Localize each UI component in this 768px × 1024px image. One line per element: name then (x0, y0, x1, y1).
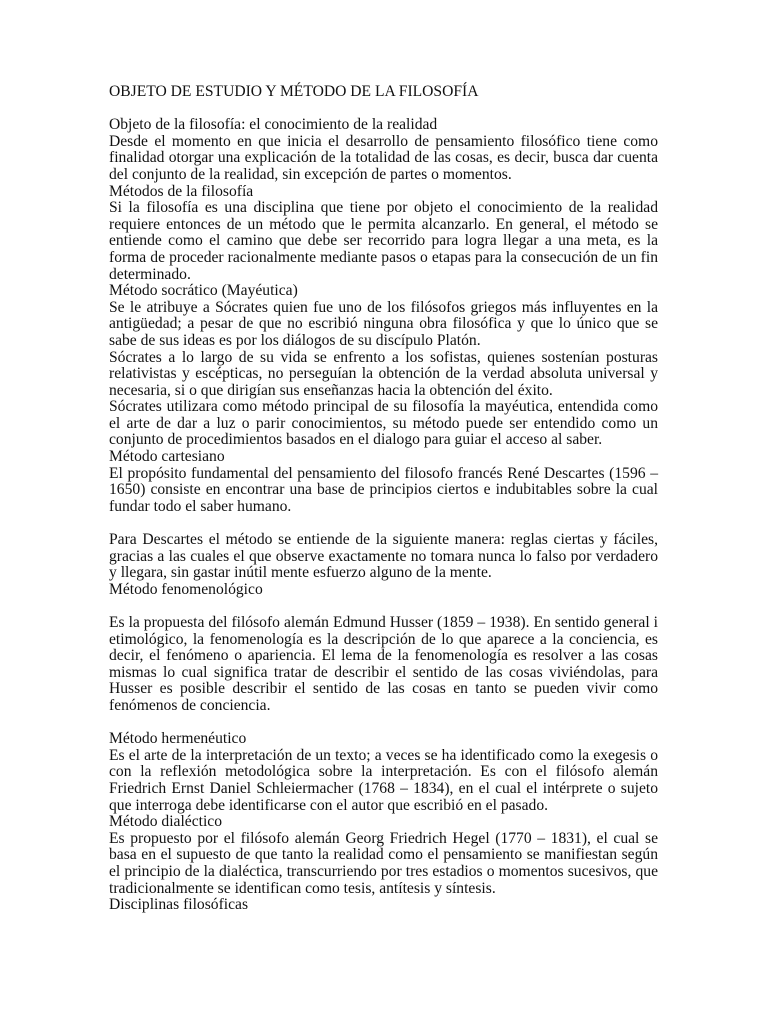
text-line: conjunto de procedimientos basados en el dialogo para guiar el acceso al saber. (109, 431, 603, 449)
text-line: El propósito fundamental del pensamiento del filosofo francés René Descartes (1596 – (109, 464, 658, 482)
text-line: gracias a las cuales el que observe exactamente no tomara nunca lo falso por verdadero (109, 547, 658, 565)
text-line: del conjunto de la realidad, sin excepción de partes o momentos. (109, 165, 512, 183)
text-line: mismas lo cual significa tratar de describir el sentido de las cosas viviéndolas, para (109, 663, 658, 681)
text-line: Para Descartes el método se entiende de la siguiente manera: reglas ciertas y fáciles, (109, 531, 658, 549)
text-line: relativistas y escépticas, no perseguían la obtención de la verdad absoluta universal y (109, 365, 658, 383)
text-line: Método fenomenológico (109, 580, 263, 598)
text-line: decir, el fenómeno o apariencia. El lema de la fenomenología es resolver a las cosas (109, 647, 658, 665)
text-line: Desde el momento en que inicia el desarrollo de pensamiento filosófico tiene como (109, 132, 658, 150)
document-page (109, 84, 658, 914)
blank-line (109, 715, 658, 732)
text-line: determinado. (109, 265, 191, 283)
text-line: Métodos de la filosofía (109, 182, 254, 200)
text-line: el arte de dar a luz o parir conocimientos, su método puede ser entendido como un (109, 414, 658, 432)
text-line: finalidad otorgar una explicación de la totalidad de las cosas, es decir, busca dar cuenta (109, 149, 658, 167)
text-line: 1650) consiste en encontrar una base de principios ciertos e indubitables sobre la cual (109, 481, 658, 499)
text-line: requiere entonces de un método que le permita alcanzarlo. En general, el método se (109, 215, 658, 233)
blank-line (109, 598, 658, 615)
text-line: tradicionalmente se identifican como tesis, antítesis y síntesis. (109, 879, 496, 897)
text-line: que interroga debe identificarse con el autor que escribió en el pasado. (109, 796, 549, 814)
text-line: forma de proceder racionalmente mediante pasos o etapas para la consecución de un fin (109, 248, 658, 266)
text-line: Método cartesiano (109, 448, 225, 466)
blank-line (109, 515, 658, 532)
text-line: Método hermenéutico (109, 730, 247, 748)
text-line: Es propuesto por el filósofo alemán Georg Friedrich Hegel (1770 – 1831), el cual se (109, 829, 658, 847)
text-line: Disciplinas filosóficas (109, 896, 249, 914)
text-line: Objeto de la filosofía: el conocimiento de la realidad (109, 116, 438, 134)
text-line: con la reflexión metodológica sobre la interpretación. Es con el filósofo alemán (109, 763, 658, 781)
text-line: fundar todo el saber humano. (109, 497, 292, 515)
text-line: Si la filosofía es una disciplina que tiene por objeto el conocimiento de la realidad (109, 199, 658, 217)
text-line: el principio de la dialéctica, transcurriendo por tres estadios o momentos sucesivos, que (109, 862, 658, 880)
text-line: Es la propuesta del filósofo alemán Edmund Husser (1859 – 1938). En sentido general i (109, 614, 658, 631)
text-line: antigüedad; a pesar de que no escribió ninguna obra filosófica y que lo único que se (109, 315, 658, 333)
document-body (109, 117, 658, 914)
text-line: entiende como el camino que debe ser recorrido para logra llegar a una meta, es la (109, 232, 658, 250)
text-line: Método dialéctico (109, 813, 223, 831)
text-line: Se le atribuye a Sócrates quien fue uno de los filósofos griegos más influyentes en la (109, 298, 658, 316)
text-line: Friedrich Ernst Daniel Schleiermacher (1768 – 1834), en el cual el intérprete o sujeto (109, 779, 658, 797)
text-line: fenómenos de conciencia. (109, 696, 271, 714)
text-line: Sócrates utilizara como método principal de su filosofía la mayéutica, entendida como (109, 398, 658, 416)
text-line: sabe de sus ideas es por los diálogos de su discípulo Platón. (109, 331, 481, 349)
text-line: etimológico, la fenomenología es la descripción de lo que aparece a la conciencia, es (109, 630, 658, 648)
text-line: Sócrates a lo largo de su vida se enfrento a los sofistas, quienes sostenían posturas (109, 348, 658, 366)
text-line: basa en el supuesto de que tanto la realidad como el pensamiento se manifiestan según (109, 846, 658, 864)
text-line: Es el arte de la interpretación de un texto; a veces se ha identificado como la exegesis o (109, 746, 658, 764)
text-line: Método socrático (Mayéutica) (109, 282, 298, 300)
text-line: necesaria, si o que dirigían sus enseñanzas hacia la obtención del éxito. (109, 381, 553, 399)
text-line: Husser es posible describir el sentido de las cosas en tanto se pueden vivir como (109, 680, 658, 698)
text-line: y llegara, sin gastar inútil mente esfuerzo alguno de la mente. (109, 564, 492, 582)
document-title: OBJETO DE ESTUDIO Y MÉTODO DE LA FILOSOFÍA (109, 83, 479, 100)
